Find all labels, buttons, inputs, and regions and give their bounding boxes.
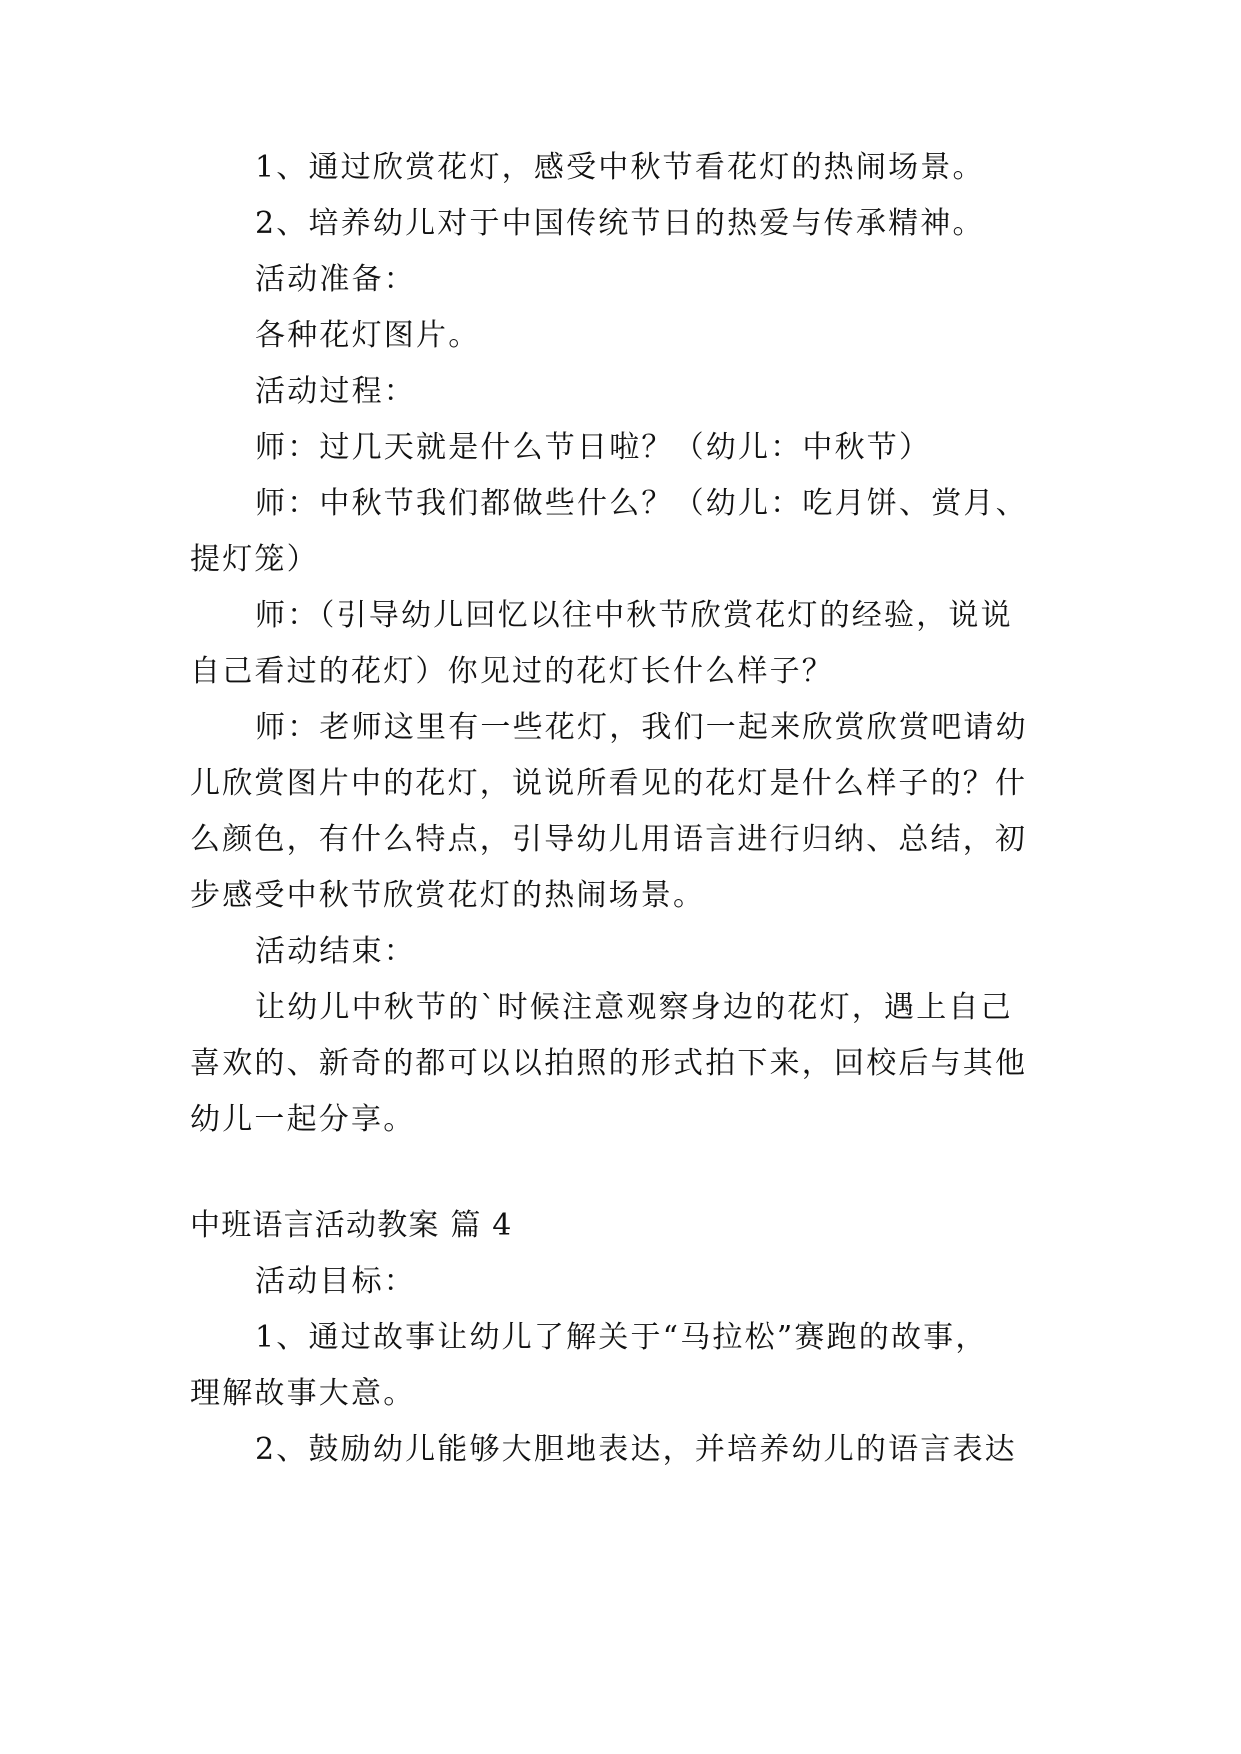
paragraph-line: 儿欣赏图片中的花灯，说说所看见的花灯是什么样子的？什: [190, 766, 1028, 801]
paragraph-line: 理解故事大意。: [190, 1376, 416, 1411]
section-label: 活动结束：: [255, 934, 416, 969]
paragraph-line: 各种花灯图片。: [255, 318, 481, 353]
paragraph-line: 2、鼓励幼儿能够大胆地表达，并培养幼儿的语言表达: [255, 1432, 1017, 1467]
paragraph-line: 幼儿一起分享。: [190, 1102, 416, 1137]
paragraph-line: 喜欢的、新奇的都可以以拍照的形式拍下来，回校后与其他: [190, 1046, 1028, 1081]
paragraph-line: 提灯笼）: [190, 542, 319, 577]
paragraph-line: 师：（引导幼儿回忆以往中秋节欣赏花灯的经验，说说: [255, 598, 1013, 633]
paragraph-line: 师：老师这里有一些花灯，我们一起来欣赏欣赏吧请幼: [255, 710, 1028, 745]
paragraph-line: 1、通过故事让幼儿了解关于“马拉松”赛跑的故事，: [255, 1320, 988, 1355]
paragraph-line: 2、培养幼儿对于中国传统节日的热爱与传承精神。: [255, 206, 985, 241]
section-label: 活动准备：: [255, 262, 416, 297]
paragraph-line: 师：中秋节我们都做些什么？（幼儿：吃月饼、赏月、: [255, 486, 1028, 521]
section-label: 活动过程：: [255, 374, 416, 409]
section-heading: 中班语言活动教案 篇 4: [190, 1208, 513, 1243]
paragraph-line: 1、通过欣赏花灯，感受中秋节看花灯的热闹场景。: [255, 150, 985, 185]
paragraph-line: 让幼儿中秋节的`时候注意观察身边的花灯，遇上自己: [255, 990, 1013, 1025]
paragraph-line: 么颜色，有什么特点，引导幼儿用语言进行归纳、总结，初: [190, 822, 1028, 857]
paragraph-line: 师：过几天就是什么节日啦？（幼儿：中秋节）: [255, 430, 932, 465]
paragraph-line: 步感受中秋节欣赏花灯的热闹场景。: [190, 878, 706, 913]
paragraph-line: 自己看过的花灯）你见过的花灯长什么样子？: [190, 654, 834, 689]
section-label: 活动目标：: [255, 1264, 416, 1299]
